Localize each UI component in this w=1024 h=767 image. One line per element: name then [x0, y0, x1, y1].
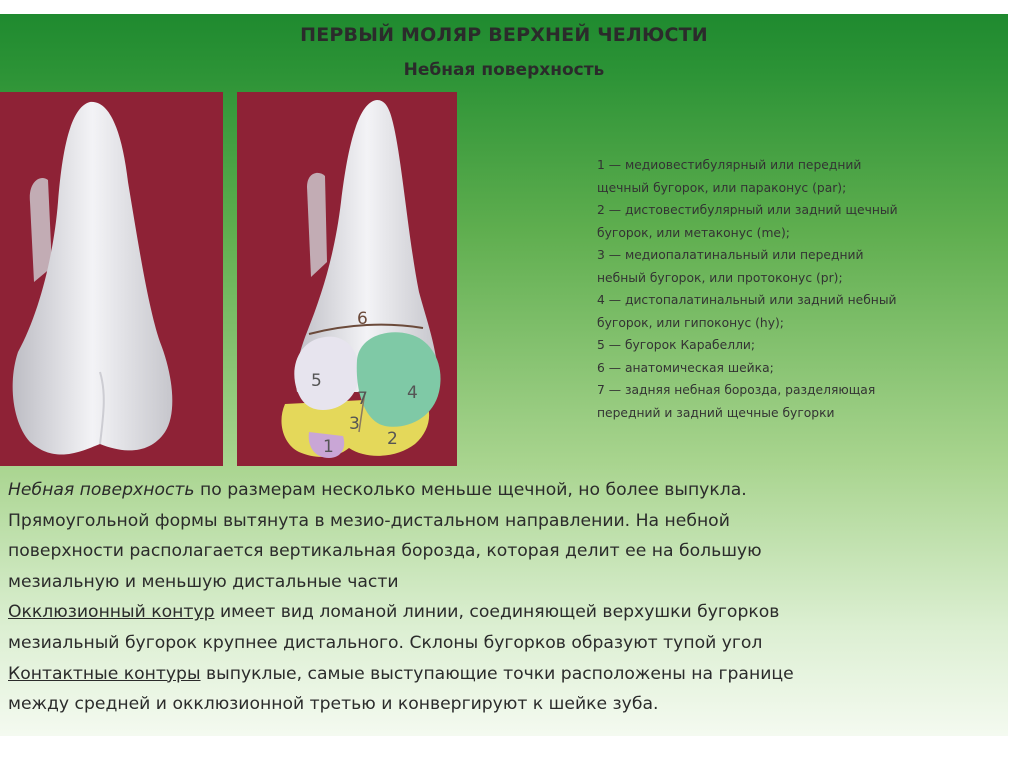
tooth-illustration-labeled	[237, 92, 457, 466]
legend-line: 3 — медиопалатинальный или передний	[597, 248, 864, 262]
figure-label-1: 1	[323, 437, 334, 457]
term-palatal-surface: Небная поверхность	[8, 480, 195, 500]
paragraph-occlusal-contour-line	[8, 597, 998, 628]
legend-line: передний и задний щечные бугорки	[597, 405, 835, 420]
term-occlusal-contour: Окклюзионный контур	[8, 602, 215, 623]
legend-line: бугорок, или метаконус (me);	[597, 225, 790, 240]
description-text	[8, 475, 998, 720]
text-run: выпуклые, самые выступающие точки расположены на границе	[200, 663, 794, 684]
paragraph-contact-contours-line	[8, 659, 998, 690]
figure-label-4: 4	[407, 383, 418, 403]
paragraph-line: мезиальный бугорок крупнее дистального. Склоны бугорков образуют тупой угол	[8, 632, 763, 653]
slide-title: ПЕРВЫЙ МОЛЯР ВЕРХНЕЙ ЧЕЛЮСТИ	[300, 24, 708, 46]
figure-legend	[597, 154, 997, 424]
figure-label-2: 2	[387, 429, 398, 449]
figure-label-6: 6	[357, 309, 368, 329]
text-run: имеет вид ломаной линии, соединяющей верхушки бугорков	[214, 602, 780, 623]
paragraph-line: поверхности располагается вертикальная борозда, которая делит ее на большую	[8, 541, 762, 562]
legend-line: небный бугорок, или протоконус (pr);	[597, 270, 843, 285]
paragraph-palatal-surface-line	[8, 475, 998, 506]
slide-subtitle: Небная поверхность	[403, 60, 605, 80]
term-contact-contours: Контактные контуры	[8, 663, 201, 684]
legend-line: 4 — дистопалатинальный или задний небный	[597, 293, 897, 307]
slide	[0, 14, 1008, 736]
legend-line: 6 — анатомическая шейка;	[597, 360, 774, 375]
legend-line: 5 — бугорок Карабелли;	[597, 338, 756, 352]
legend-line: бугорок, или гипоконус (hy);	[597, 315, 784, 330]
tooth-photo-plain	[0, 92, 223, 466]
legend-line: 2 — дистовестибулярный или задний щечный	[597, 203, 898, 217]
paragraph-line: мезиальную и меньшую дистальные части	[8, 571, 399, 592]
tooth-photo-labeled	[237, 92, 457, 466]
figure-label-5: 5	[311, 371, 322, 391]
legend-line: 1 — медиовестибулярный или передний	[597, 158, 862, 172]
figure-label-7: 7	[357, 389, 368, 409]
tooth-illustration-plain	[0, 92, 223, 466]
legend-line: щечный бугорок, или параконус (par);	[597, 180, 847, 195]
paragraph-line: между средней и окклюзионной третью и конвергируют к шейке зуба.	[8, 694, 659, 715]
text-run: по размерам несколько меньше щечной, но более выпукла.	[194, 480, 747, 500]
legend-line: 7 — задняя небная борозда, разделяющая	[597, 383, 876, 397]
paragraph-line: Прямоугольной формы вытянута в мезио-дистальном направлении. На небной	[8, 510, 730, 531]
figure-label-3: 3	[349, 414, 360, 434]
